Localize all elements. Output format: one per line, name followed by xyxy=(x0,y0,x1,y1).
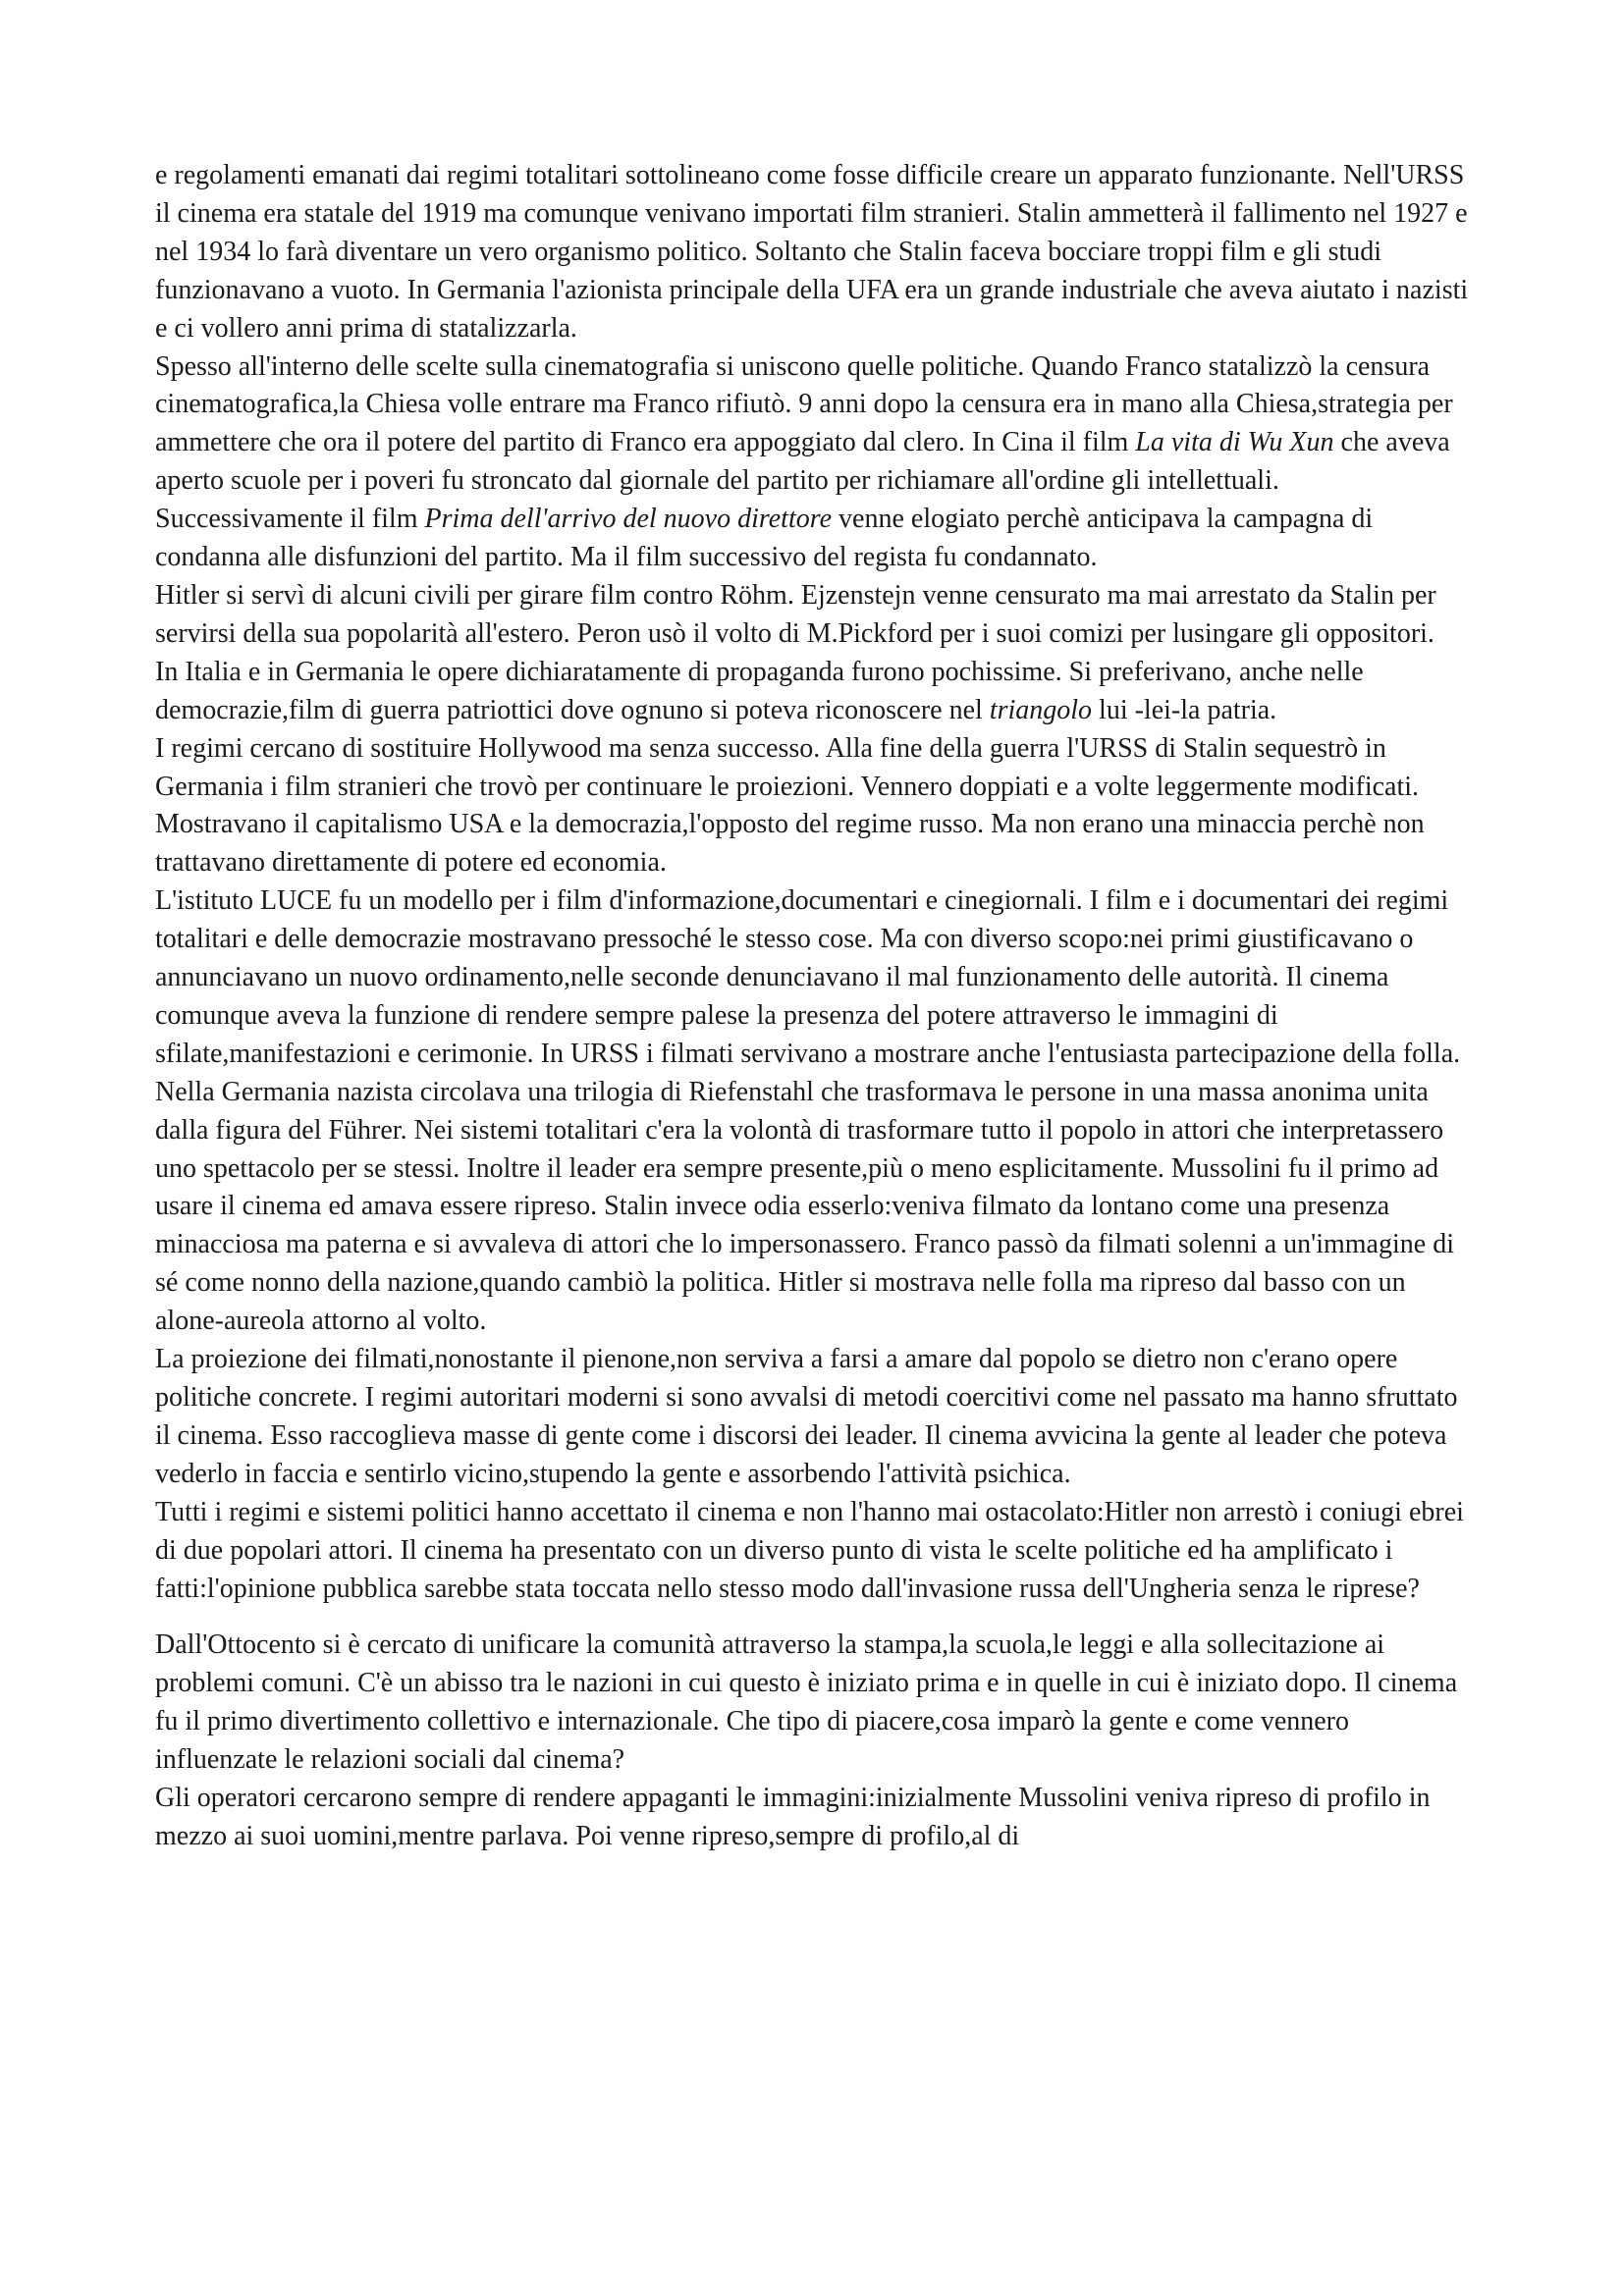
text-run: Tutti i regimi e sistemi politici hanno accettato il cinema e non l'hanno mai ostacolato:Hitler non arrestò i coniugi ebrei di due popolari attori. Il cinema ha presentato con un diverso punto di vista le scelte politiche ed ha amplificato i fatti:l'opinione pubblica sarebbe stata toccata nello stesso modo dall'invasione russa dell'Ungheria senza le riprese? xyxy=(155,1496,1464,1604)
text-run: che aveva aperto scuole per i poveri fu stroncato dal giornale del partito per richiamare all'ordine gli intellettuali. Successivamente il film xyxy=(155,427,1450,535)
text-run: Gli operatori cercarono sempre di rendere appaganti le immagini:inizialmente Mussolini veniva ripreso di profilo in mezzo ai suoi uomini,mentre parlava. Poi venne ripreso,sempre di profilo,al di xyxy=(155,1783,1431,1851)
paragraph-8 xyxy=(155,1494,1471,1609)
paragraph-6 xyxy=(155,882,1471,1341)
film-title-nuovo-direttore: Prima dell'arrivo del nuovo direttore xyxy=(424,504,833,535)
text-run: Spesso all'interno delle scelte sulla cinematografia si uniscono quelle politiche. Quando Franco statalizzò la censura cinematografica,la Chiesa volle entrare ma Franco rifiutò. 9 anni dopo la censura era in mano alla Chiesa,strategia per ammettere che ora il potere del partito di Franco era appoggiato dal clero. In Cina il film xyxy=(155,350,1453,458)
paragraph-10 xyxy=(155,1780,1471,1856)
text-run: In Italia e in Germania le opere dichiaratamente di propaganda furono pochissime. Si preferivano, anche nelle democrazie,film di guerra patriottici dove ognuno si poteva riconoscere nel xyxy=(155,656,1364,725)
text-run: Dall'Ottocento si è cercato di unificare la comunità attraverso la stampa,la scuola,le leggi e alla sollecitazione ai problemi comuni. C'è un abisso tra le nazioni in cui questo è iniziato prima e in quelle in cui è iniziato dopo. Il cinema fu il primo divertimento collettivo e internazionale. Che tipo di piacere,cosa imparò la gente e come vennero influenzate le relazioni sociali dal cinema? xyxy=(155,1629,1458,1776)
paragraph-9 xyxy=(155,1627,1471,1780)
paragraph-4 xyxy=(155,654,1471,730)
italic-term-triangolo: triangolo xyxy=(989,694,1093,725)
paragraph-3 xyxy=(155,577,1471,654)
text-run: I regimi cercano di sostituire Hollywood ma senza successo. Alla fine della guerra l'URSS di Stalin sequestrò in Germania i film stranieri che trovò per continuare le proiezioni. Vennero doppiati e a volte leggermente modificati. Mostravano il capitalismo USA e la democrazia,l'opposto del regime russo. Ma non erano una minaccia perchè non trattavano direttamente di potere ed economia. xyxy=(155,732,1425,879)
document-page xyxy=(155,157,1471,1856)
text-run: lui -lei-la patria. xyxy=(1092,694,1277,725)
paragraph-2 xyxy=(155,348,1471,577)
text-run: venne elogiato perchè anticipava la campagna di condanna alle disfunzioni del partito. Ma il film successivo del regista fu condannato. xyxy=(155,504,1374,573)
film-title-wu-xun: La vita di Wu Xun xyxy=(1135,427,1334,458)
paragraph-1 xyxy=(155,157,1471,348)
text-run: L'istituto LUCE fu un modello per i film d'informazione,documentari e cinegiornali. I film e i documentari dei regimi totalitari e delle democrazie mostravano pressoché le stesso cose. Ma con diverso scopo:nei primi giustificavano o annunciavano un nuovo ordinamento,nelle seconde denunciavano il mal funzionamento delle autorità. Il cinema comunque aveva la funzione di rendere sempre palese la presenza del potere attraverso le immagini di sfilate,manifestazioni e cerimonie. In URSS i filmati servivano a mostrare anche l'entusiasta partecipazione della folla. Nella Germania nazista circolava una trilogia di Riefenstahl che trasformava le persone in una massa anonima unita dalla figura del Führer. Nei sistemi totalitari c'era la volontà di trasformare tutto il popolo in attori che interpretassero uno spettacolo per se stessi. Inoltre il leader era sempre presente,più o meno esplicitamente. Mussolini fu il primo ad usare il cinema ed amava essere ripreso. Stalin invece odia esserlo:veniva filmato da lontano come una presenza minacciosa ma paterna e si avvaleva di attori che lo impersonassero. Franco passò da filmati solenni a un'immagine di sé come nonno della nazione,quando cambiò la politica. Hitler si mostrava nelle folla ma ripreso dal basso con un alone-aureola attorno al volto. xyxy=(155,885,1461,1337)
paragraph-7 xyxy=(155,1341,1471,1494)
paragraph-5 xyxy=(155,730,1471,883)
text-run: Hitler si servì di alcuni civili per girare film contro Röhm. Ejzenstejn venne censurato ma mai arrestato da Stalin per servirsi della sua popolarità all'estero. Peron usò il volto di M.Pickford per i suoi comizi per lusingare gli oppositori. xyxy=(155,579,1436,649)
text-run: La proiezione dei filmati,nonostante il pienone,non serviva a farsi a amare dal popolo se dietro non c'erano opere politiche concrete. I regimi autoritari moderni si sono avvalsi di metodi coercitivi come nel passato ma hanno sfruttato il cinema. Esso raccoglieva masse di gente come i discorsi dei leader. Il cinema avvicina la gente al leader che poteva vederlo in faccia e sentirlo vicino,stupendo la gente e assorbendo l'attività psichica. xyxy=(155,1344,1458,1489)
text-run: e regolamenti emanati dai regimi totalitari sottolineano come fosse difficile creare un apparato funzionante. Nell'URSS il cinema era statale del 1919 ma comunque venivano importati film stranieri. Stalin ammetterà il fallimento nel 1927 e nel 1934 lo farà diventare un vero organismo politico. Soltanto che Stalin faceva bocciare troppi film e gli studi funzionavano a vuoto. In Germania l'azionista principale della UFA era un grande industriale che aveva aiutato i nazisti e ci vollero anni prima di statalizzarla. xyxy=(155,160,1469,344)
